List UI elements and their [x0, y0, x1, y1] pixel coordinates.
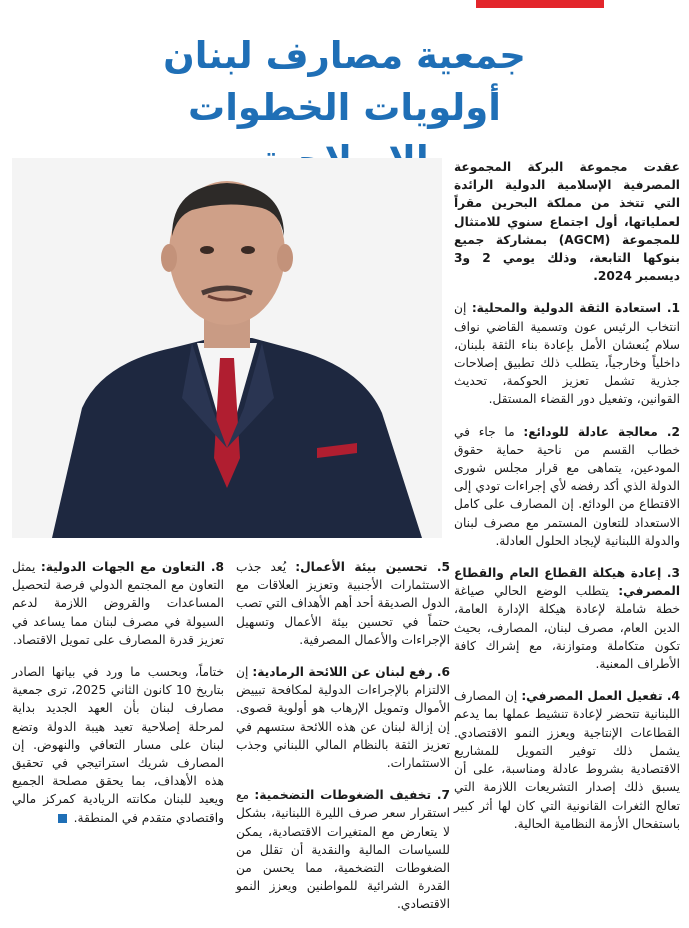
section-6-body: إن الالتزام بالإجراءات الدولية لمكافحة تبييض الأموال وتمويل الإرهاب هو أولوية قصوى. إن إزالة لبنان عن هذه اللائحة ستسهم في تعزيز الثقة بالنظام المالي اللبناني وجذب الاستثمارات.: [236, 665, 450, 771]
section-4-body: إن المصارف اللبنانية تتحضر لإعادة تنشيط عملها بما يدعم القطاعات الإنتاجية ويعزز النمو الاقتصادي. يشمل ذلك توفير التمويل للمشاريع الاقتصادية بشروط عادلة ومناسبة، على أن يسبق ذلك إصدار التشريعات اللازمة التي تعالج الثغرات القانونية التي كان لها أثر كبير باستفحال الأزمة النظامية الحالية.: [454, 689, 680, 831]
closing-paragraph: [12, 663, 224, 827]
section-5: [236, 558, 450, 649]
section-3: [454, 564, 680, 673]
closing-text: ختاماً، وبحسب ما ورد في بيانها الصادر بتاريخ 10 كانون الثاني 2025، ترى جمعية مصارف لبنان بأن العهد الجديد بداية لمرحلة إصلاحية تعيد هيبة الدولة وتضع لبنان على مسار التعافي والنهوض. إن المصارف شريك استراتيجي في تحقيق هذه الأهداف، بما يحقق مصلحة الجميع ويعيد للبنان مكانته الريادية كمركز مالي واقتصادي متقدم في المنطقة.: [12, 665, 224, 825]
section-3-heading: 3. إعادة هيكلة القطاع العام والقطاع المصرفي:: [454, 566, 680, 599]
section-1-body: إن انتخاب الرئيس عون وتسمية القاضي نواف سلام يُنعشان الأمل بإعادة بناء الثقة بلبنان، داخلياً وخارجياً، يتطلب ذلك تطبيق إصلاحات جذرية تشمل تعزيز الحوكمة، تحديث القوانين، وتفعيل دور القضاء المستقل.: [454, 301, 680, 407]
section-1: [454, 299, 680, 408]
column-right: [454, 158, 680, 847]
section-5-heading: 5. تحسين بيئة الأعمال:: [295, 560, 450, 574]
section-3-body: يتطلب الوضع الحالي صياغة خطة شاملة لإعادة هيكلة الإدارة العامة، الدين العام، مصرف لبنان، المصارف، بحيث تكون متكاملة ومتوازنة، مع إشراك كافة الأطراف المعنية.: [454, 584, 680, 672]
headline-line-2: أولويات الخطوات: [188, 86, 501, 129]
section-2-body: ما جاء في خطاب القسم من ناحية حماية حقوق المودعين، يتماهى مع قرار مجلس شورى الدولة الذي أكد رفضه لأي إجراءات تودي إلى الاقتطاع من الودائع. إن المصارف على كامل الاستعداد للتعاون المستمر مع مصرف لبنان والدولة اللبنانية لإيجاد الحلول العادلة.: [454, 424, 680, 548]
top-accent-bar: [476, 0, 604, 8]
section-6-heading: 6. رفع لبنان عن اللائحة الرمادية:: [252, 665, 450, 680]
column-left: [12, 558, 224, 841]
section-2-heading: 2. معالجة عادلة للودائع:: [523, 424, 681, 439]
section-8-body: يمثل التعاون مع المجتمع الدولي فرصة لتحصيل المساعدات والقروض اللازمة لدعم السيولة في مصرف لبنان مما يساعد في تعزيز قدرة المصارف على تمويل الاقتصاد.: [12, 560, 224, 647]
section-1-heading: 1. استعادة الثقة الدولية والمحلية:: [471, 301, 680, 316]
section-2: [454, 423, 680, 550]
section-7-body: مع استقرار سعر صرف الليرة اللبنانية، بشكل لا يتعارض مع المتغيرات الاقتصادية، يمكن للسياسات المالية والنقدية أن تقلل من الضغوطات التضخمية، مما يحسن من القدرة الشرائية للمواطنين ويعزز النمو الاقتصادي.: [236, 788, 450, 912]
section-8: [12, 558, 224, 649]
column-middle: [236, 558, 450, 928]
portrait-photo: [12, 158, 442, 538]
section-4: [454, 687, 680, 833]
headline-line-1: جمعية مصارف لبنان: [163, 34, 526, 77]
section-6: [236, 663, 450, 772]
section-8-heading: 8. التعاون مع الجهات الدولية:: [40, 560, 224, 574]
intro-paragraph: عقدت مجموعة البركة المجموعة المصرفية الإسلامية الدولية الرائدة التي تتخذ من مملكة البحرين مقراً لعملياتها، أول اجتماع سنوي للامتثال للمجموعة (AGCM) بمشاركة جميع بنوكها التابعة، وذلك يومي 2 و3 ديسمبر 2024.: [454, 160, 680, 284]
section-4-heading: 4. تفعيل العمل المصرفي:: [521, 689, 681, 704]
portrait-illustration: [12, 158, 442, 538]
end-mark-icon: [58, 814, 67, 823]
section-7: [236, 786, 450, 913]
section-7-heading: 7. تخفيف الضغوطات التضخمية:: [254, 788, 450, 803]
section-5-body: يُعد جذب الاستثمارات الأجنبية وتعزيز العلاقات مع الدول الصديقة أحد أهم الأهداف التي تصب حتماً في تحسين بيئة الأعمال وتسهيل الإجراءات والأعمال المصرفية.: [236, 560, 450, 647]
